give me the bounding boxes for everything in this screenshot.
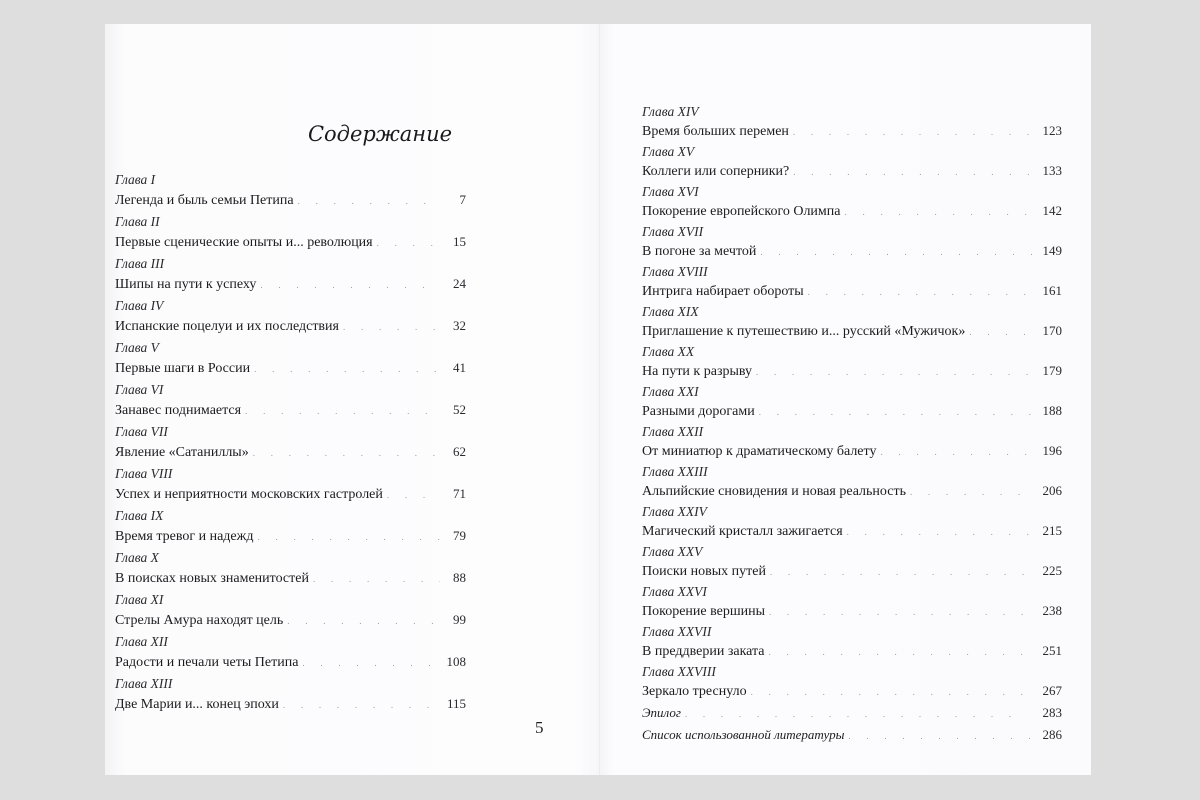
entry-page-number: 62: [453, 444, 466, 459]
toc-item-back-matter: [642, 705, 1062, 721]
entry-page-number: 251: [1042, 643, 1062, 658]
toc-entry[interactable]: [642, 203, 1062, 219]
entry-title: В преддверии заката: [642, 644, 765, 659]
chapter-label: Глава XXVIII: [642, 664, 716, 679]
entry-title: Две Марии и... конец эпохи: [115, 697, 279, 712]
toc-entry[interactable]: [642, 563, 1062, 579]
page-number: 5: [535, 718, 544, 737]
entry-page-number: 79: [453, 528, 466, 543]
right-page: [600, 24, 1091, 775]
entry-page-number: 32: [453, 318, 466, 333]
left-page: [105, 24, 600, 775]
entry-title: Список использованной литературы: [642, 727, 845, 742]
entry-page-number: 149: [1042, 243, 1062, 258]
toc-item: [115, 424, 466, 460]
dot-leader: [910, 484, 1036, 500]
entry-page-number: 179: [1042, 363, 1062, 378]
chapter-label: Глава XII: [115, 634, 168, 649]
entry-page-number: 108: [446, 654, 466, 669]
dot-leader: [969, 324, 1036, 340]
chapter-label: Глава XVIII: [642, 264, 708, 279]
toc-list-right: [642, 106, 1062, 743]
entry-page-number: 196: [1042, 443, 1062, 458]
dot-leader: [287, 613, 440, 629]
entry-page-number: 286: [1042, 727, 1062, 742]
entry-title: Первые шаги в России: [115, 361, 251, 376]
toc-entry[interactable]: [642, 603, 1062, 619]
toc-item: [115, 340, 466, 376]
dot-leader: [769, 604, 1036, 620]
entry-title: Успех и неприятности московских гастролей: [115, 487, 383, 502]
toc-item: [115, 676, 466, 712]
dot-leader: [257, 529, 440, 545]
toc-entry[interactable]: [115, 570, 466, 586]
entry-title: Явление «Сатаниллы»: [115, 445, 249, 460]
dot-leader: [377, 235, 440, 251]
toc-entry[interactable]: [115, 444, 466, 460]
dot-leader: [751, 684, 1036, 700]
dot-leader: [685, 706, 1036, 722]
entry-page-number: 161: [1042, 283, 1062, 298]
chapter-label: Глава VII: [115, 424, 168, 439]
dot-leader: [260, 277, 440, 293]
chapter-label: Глава VIII: [115, 466, 173, 481]
chapter-label: Глава XXVII: [642, 624, 712, 639]
contents-title: Содержание: [307, 122, 453, 146]
dot-leader: [254, 361, 440, 377]
toc-item: [115, 256, 466, 292]
entry-title: Коллеги или соперники?: [642, 164, 790, 179]
toc-item: [115, 634, 466, 670]
chapter-label: Глава IV: [115, 298, 164, 313]
entry-page-number: 52: [453, 402, 466, 417]
toc-entry[interactable]: [642, 403, 1062, 419]
chapter-label: Глава XXII: [642, 424, 704, 439]
entry-page-number: 215: [1042, 523, 1062, 538]
toc-entry-epilogue[interactable]: [642, 705, 1062, 721]
entry-page-number: 88: [453, 570, 466, 585]
entry-page-number: 283: [1042, 705, 1062, 720]
entry-page-number: 41: [453, 360, 466, 375]
entry-title: Магический кристалл зажигается: [642, 524, 843, 539]
entry-title: Разными дорогами: [642, 404, 755, 419]
dot-leader: [245, 403, 440, 419]
dot-leader: [253, 445, 440, 461]
chapter-label: Глава XX: [642, 344, 695, 359]
entry-title: Стрелы Амура находят цель: [115, 613, 284, 628]
chapter-label: Глава II: [115, 214, 160, 229]
chapter-label: Глава XXV: [642, 544, 703, 559]
entry-page-number: 15: [453, 234, 466, 249]
toc-item-back-matter: [642, 727, 1062, 743]
dot-leader: [808, 284, 1036, 300]
chapter-label: Глава V: [115, 340, 159, 355]
entry-title: Приглашение к путешествию и... русский «Мужичок»: [642, 324, 966, 339]
toc-entry[interactable]: [642, 243, 1062, 259]
entry-page-number: 7: [459, 192, 466, 207]
toc-entry[interactable]: [115, 654, 466, 670]
entry-page-number: 206: [1042, 483, 1062, 498]
toc-item: [642, 306, 1062, 339]
entry-page-number: 188: [1042, 403, 1062, 418]
toc-entry[interactable]: [642, 643, 1062, 659]
entry-title: Первые сценические опыты и... революция: [115, 235, 373, 250]
entry-page-number: 71: [453, 486, 466, 501]
dot-leader: [313, 571, 440, 587]
entry-page-number: 115: [446, 696, 466, 711]
chapter-label: Глава XIV: [642, 104, 699, 119]
toc-entry[interactable]: [115, 276, 466, 292]
toc-entry[interactable]: [642, 283, 1062, 299]
chapter-label: Глава I: [115, 172, 156, 187]
chapter-label: Глава XVI: [642, 184, 699, 199]
entry-page-number: 170: [1042, 323, 1062, 338]
toc-item: [642, 426, 1062, 459]
toc-item: [115, 508, 466, 544]
toc-item: [642, 346, 1062, 379]
entry-title: Время больших перемен: [642, 124, 789, 139]
toc-item: [642, 666, 1062, 699]
chapter-label: Глава XIX: [642, 304, 699, 319]
dot-leader: [343, 319, 440, 335]
entry-title: Время тревог и надежд: [115, 529, 254, 544]
entry-page-number: 123: [1042, 123, 1062, 138]
chapter-label: Глава XXIII: [642, 464, 708, 479]
chapter-label: Глава XXVI: [642, 584, 707, 599]
entry-page-number: 99: [453, 612, 466, 627]
toc-entry[interactable]: [642, 483, 1062, 499]
toc-item: [642, 146, 1062, 179]
entry-title: Зеркало треснуло: [642, 684, 747, 699]
toc-entry[interactable]: [642, 523, 1062, 539]
entry-page-number: 238: [1042, 603, 1062, 618]
toc-entry[interactable]: [642, 323, 1062, 339]
entry-page-number: 24: [453, 276, 466, 291]
toc-item: [642, 266, 1062, 299]
dot-leader: [298, 193, 440, 209]
entry-title: В погоне за мечтой: [642, 244, 757, 259]
entry-page-number: 267: [1042, 683, 1062, 698]
dot-leader: [845, 204, 1037, 220]
toc-entry[interactable]: [115, 318, 466, 334]
entry-page-number: 225: [1042, 563, 1062, 578]
chapter-label: Глава X: [115, 550, 159, 565]
toc-item: [642, 586, 1062, 619]
toc-list-left: [115, 172, 466, 712]
entry-title: Эпилог: [642, 705, 681, 720]
dot-leader: [769, 644, 1036, 660]
entry-title: Покорение вершины: [642, 604, 766, 619]
chapter-label: Глава XVII: [642, 224, 704, 239]
chapter-label: Глава IX: [115, 508, 164, 523]
toc-entry[interactable]: [115, 486, 466, 502]
chapter-label: Глава XXIV: [642, 504, 707, 519]
toc-entry[interactable]: [642, 163, 1062, 179]
toc-entry-bibliography[interactable]: [642, 727, 1062, 743]
book-spread: [105, 24, 1091, 775]
dot-leader: [770, 564, 1036, 580]
entry-title: Занавес поднимается: [115, 403, 242, 418]
entry-title: Поиски новых путей: [642, 564, 766, 579]
toc-entry[interactable]: [115, 696, 466, 712]
toc-item: [115, 382, 466, 418]
toc-item: [642, 226, 1062, 259]
toc-entry[interactable]: [115, 402, 466, 418]
entry-title: От миниатюр к драматическому балету: [642, 444, 877, 459]
toc-entry[interactable]: [115, 612, 466, 628]
toc-item: [115, 550, 466, 586]
entry-title: Покорение европейского Олимпа: [642, 204, 841, 219]
entry-title: На пути к разрыву: [642, 364, 753, 379]
dot-leader: [793, 164, 1036, 180]
toc-item: [642, 386, 1062, 419]
dot-leader: [848, 728, 1036, 744]
dot-leader: [756, 364, 1036, 380]
dot-leader: [760, 244, 1036, 260]
dot-leader: [880, 444, 1036, 460]
toc-entry[interactable]: [115, 234, 466, 250]
toc-item: [642, 546, 1062, 579]
entry-page-number: 142: [1042, 203, 1062, 218]
toc-item: [642, 626, 1062, 659]
chapter-label: Глава XIII: [115, 676, 173, 691]
dot-leader: [847, 524, 1036, 540]
toc-entry[interactable]: [115, 360, 466, 376]
toc-entry[interactable]: [115, 192, 466, 208]
dot-leader: [759, 404, 1036, 420]
chapter-label: Глава XXI: [642, 384, 699, 399]
toc-item: [115, 592, 466, 628]
entry-title: В поисках новых знаменитостей: [115, 571, 309, 586]
entry-title: Интрига набирает обороты: [642, 284, 804, 299]
toc-item: [642, 106, 1062, 139]
toc-item: [115, 214, 466, 250]
toc-entry[interactable]: [642, 123, 1062, 139]
toc-item: [642, 466, 1062, 499]
entry-title: Испанские поцелуи и их последствия: [115, 319, 339, 334]
dot-leader: [387, 487, 440, 503]
entry-title: Шипы на пути к успеху: [115, 277, 257, 292]
toc-item: [115, 172, 466, 208]
chapter-label: Глава XI: [115, 592, 164, 607]
dot-leader: [302, 655, 440, 671]
toc-entry[interactable]: [642, 363, 1062, 379]
toc-item: [115, 466, 466, 502]
toc-item: [642, 506, 1062, 539]
toc-entry[interactable]: [642, 683, 1062, 699]
toc-entry[interactable]: [115, 528, 466, 544]
toc-item: [642, 186, 1062, 219]
entry-title: Легенда и быль семьи Петипа: [115, 193, 294, 208]
entry-page-number: 133: [1042, 163, 1062, 178]
chapter-label: Глава III: [115, 256, 165, 271]
dot-leader: [793, 124, 1036, 140]
toc-entry[interactable]: [642, 443, 1062, 459]
toc-item: [115, 298, 466, 334]
chapter-label: Глава VI: [115, 382, 164, 397]
entry-title: Альпийские сновидения и новая реальность: [642, 484, 906, 499]
dot-leader: [283, 697, 440, 713]
entry-title: Радости и печали четы Петипа: [115, 655, 299, 670]
chapter-label: Глава XV: [642, 144, 695, 159]
